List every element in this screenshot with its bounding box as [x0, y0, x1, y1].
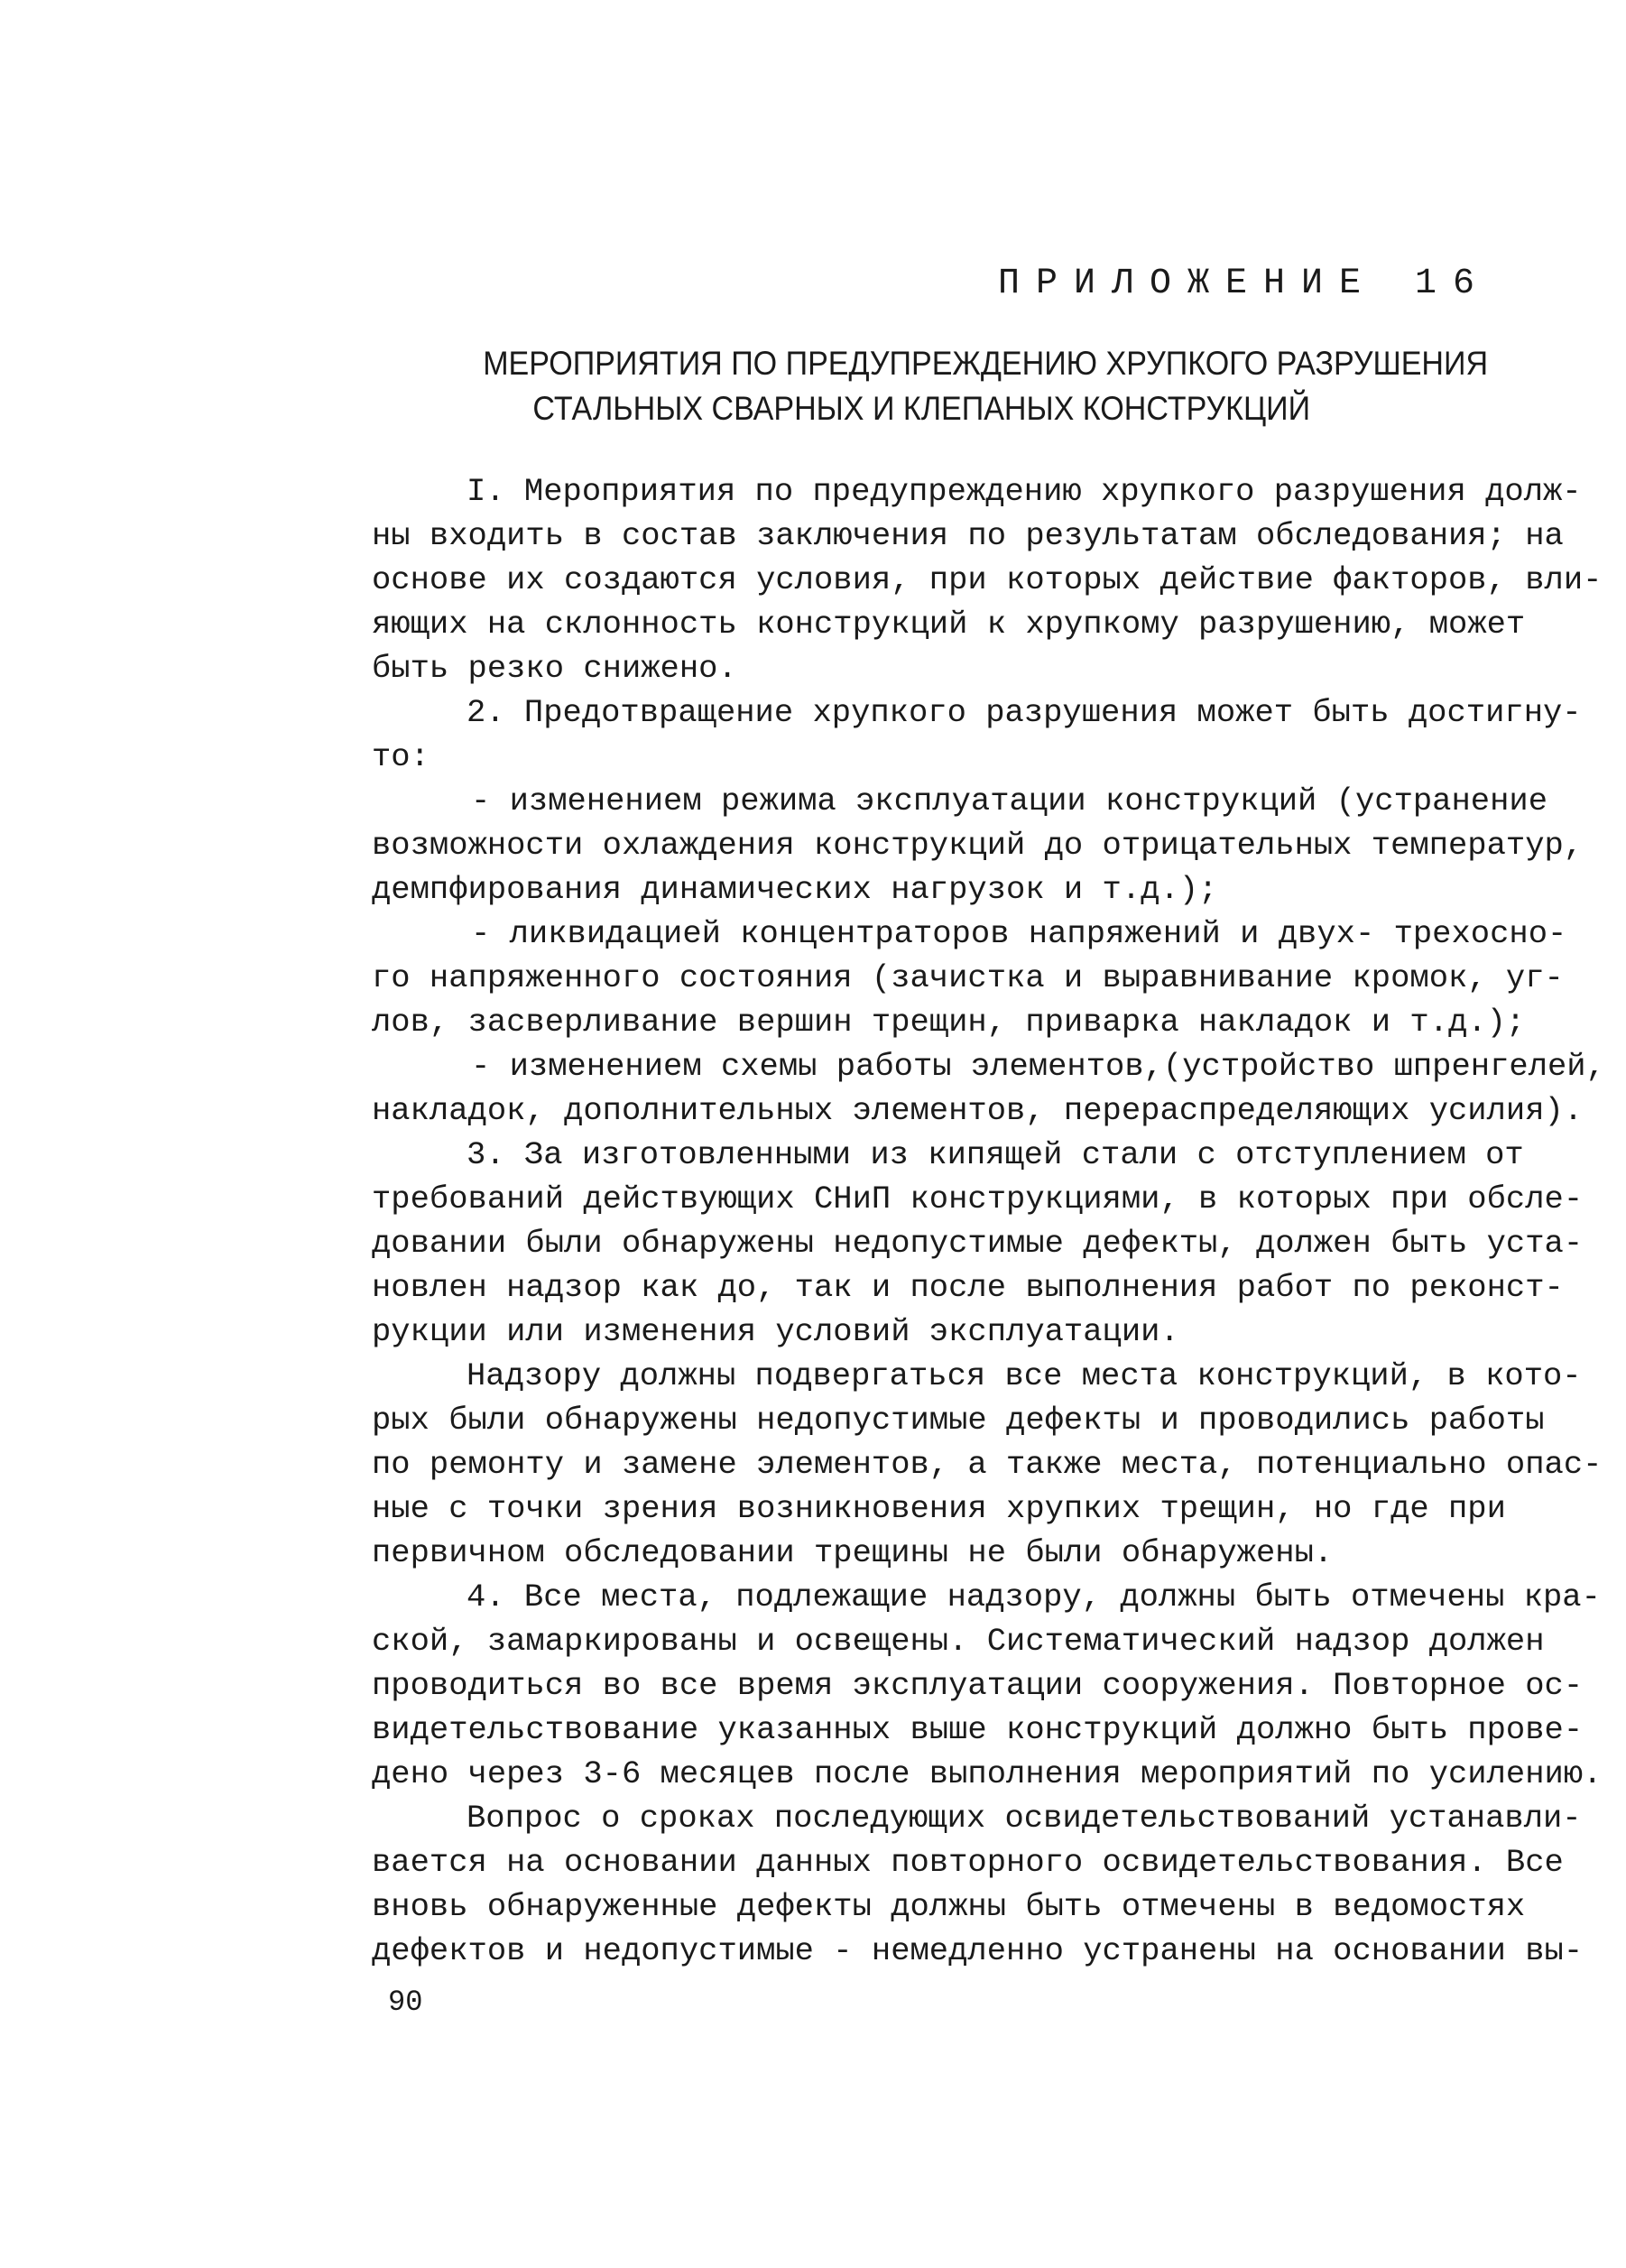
text-line: демпфирования динамических нагрузок и т.д.); [372, 871, 1218, 908]
text-line: возможности охлаждения конструкций до отрицательных температур, [372, 827, 1584, 864]
text-line: Надзору должны подвергаться все места конструкций, в кото- [467, 1357, 1582, 1394]
text-line: 2. Предотвращение хрупкого разрушения может быть достигну- [467, 694, 1582, 731]
text-line: видетельствование указанных выше конструкций должно быть прове- [372, 1711, 1584, 1748]
text-line: - изменением режима эксплуатации конструкций (устранение [471, 782, 1547, 819]
title-line-2: СТАЛЬНЫХ СВАРНЫХ И КЛЕПАНЫХ КОНСТРУКЦИЙ [532, 390, 1311, 427]
title-line-1: МЕРОПРИЯТИЯ ПО ПРЕДУПРЕЖДЕНИЮ ХРУПКОГО РАЗРУШЕНИЯ [483, 345, 1489, 382]
text-line: требований действующих СНиП конструкциями, в которых при обсле- [372, 1180, 1584, 1217]
text-line: го напряженного состояния (зачистка и выравнивание кромок, уг- [372, 959, 1564, 996]
text-line: дефектов и недопустимые - немедленно устранены на основании вы- [372, 1932, 1584, 1969]
text-line: I. Мероприятия по предупреждению хрупкого разрушения долж- [467, 473, 1582, 510]
text-line: то: [372, 738, 430, 775]
text-line: вается на основании данных повторного освидетельствования. Все [372, 1844, 1564, 1881]
text-line: проводиться во все время эксплуатации сооружения. Повторное ос- [372, 1667, 1584, 1704]
text-line: новлен надзор как до, так и после выполнения работ по реконст- [372, 1269, 1564, 1306]
text-line: 4. Все места, подлежащие надзору, должны быть отмечены кра- [467, 1578, 1601, 1615]
text-line: 3. За изготовленными из кипящей стали с отступлением от [467, 1136, 1524, 1173]
page-number: 90 [388, 1986, 423, 2019]
text-line: Вопрос о сроках последующих освидетельствований устанавли- [467, 1800, 1582, 1837]
document-title [433, 341, 1489, 431]
text-line: рых были обнаружены недопустимые дефекты и проводились работы [372, 1402, 1545, 1439]
text-line: вновь обнаруженные дефекты должны быть отмечены в ведомостях [372, 1888, 1526, 1925]
text-line: ской, замаркированы и освещены. Систематический надзор должен [372, 1623, 1545, 1660]
text-line: по ремонту и замене элементов, а также места, потенциально опас- [372, 1446, 1603, 1483]
text-line: быть резко снижено. [372, 650, 737, 687]
text-line: накладок, дополнительных элементов, перераспределяющих усилия). [372, 1092, 1584, 1129]
body-text [372, 469, 1605, 1973]
text-line: основе их создаются условия, при которых действие факторов, вли- [372, 561, 1603, 598]
text-line: дено через 3-6 месяцев после выполнения мероприятий по усилению. [372, 1755, 1603, 1792]
appendix-heading: ПРИЛОЖЕНИЕ 16 [997, 264, 1491, 304]
text-line: ны входить в состав заключения по результатам обследования; на [372, 517, 1564, 554]
text-line: первичном обследовании трещины не были обнаружены. [372, 1534, 1334, 1571]
text-line: лов, засверливание вершин трещин, приварка накладок и т.д.); [372, 1004, 1526, 1041]
text-line: довании были обнаружены недопустимые дефекты, должен быть уста- [372, 1225, 1584, 1262]
text-line: - изменением схемы работы элементов,(устройство шпренгелей, [471, 1048, 1605, 1085]
text-line: ные с точки зрения возникновения хрупких трещин, но где при [372, 1490, 1506, 1527]
text-line: - ликвидацией концентраторов напряжений и двух- трехосно- [471, 915, 1567, 952]
text-line: яющих на склонность конструкций к хрупкому разрушению, может [372, 606, 1526, 643]
text-line: рукции или изменения условий эксплуатации. [372, 1313, 1179, 1350]
